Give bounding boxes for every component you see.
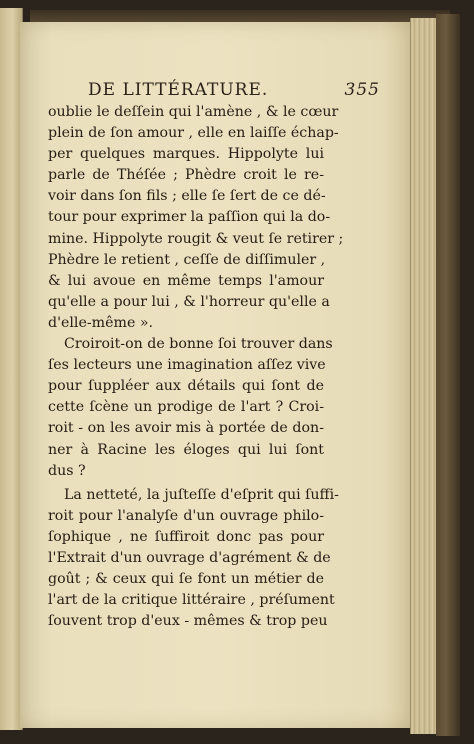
text-line: ner à Racine les éloges qui lui ſont [48, 441, 324, 458]
text-line: oublie le deſſein qui l'amène , & le cœur [48, 104, 339, 120]
paragraph-start: La netteté, la juſteſſe d'eſprit qui ſuffi- [64, 486, 339, 503]
text-line: ſes lecteurs une imagination aſſez vive [48, 357, 326, 374]
text-line: parle de Théſée ; Phèdre croit le re- [48, 167, 324, 184]
text-line: dus ? [48, 462, 86, 479]
text-line: mine. Hippolyte rougit & veut ſe retirer ; [48, 230, 344, 247]
text-line: plein de ſon amour , elle en laiſſe échap- [48, 125, 339, 142]
page-edges [410, 18, 437, 734]
text-line: roit pour l'analyſe d'un ouvrage philo- [48, 507, 324, 524]
body-text [48, 102, 344, 632]
text-line: l'Extrait d'un ouvrage d'agrément & de [48, 549, 331, 566]
text-line: l'art de la critique littéraire , préſument [48, 592, 335, 609]
text-line: ſophique , ne ſuffiroit donc pas pour [48, 528, 324, 545]
text-line: tour pour exprimer la paſſion qui la do- [48, 209, 331, 226]
text-line: & lui avoue en même temps l'amour [48, 272, 324, 289]
text-line: per quelques marques. Hippolyte lui [48, 146, 324, 163]
page-number: 355 [344, 80, 380, 100]
text-line: pour ſuppléer aux détails qui ſont de [48, 378, 324, 395]
text-line: d'elle-même ». [48, 314, 154, 331]
text-line: ſouvent trop d'eux - mêmes & trop peu [48, 613, 328, 630]
paragraph-start: Croiroit-on de bonne ſoi trouver dans [64, 336, 333, 353]
text-line: roit - on les avoir mis à portée de don- [48, 420, 324, 437]
text-line: voir dans ſon fils ; elle ſe ſert de ce dé- [48, 188, 326, 205]
running-header [88, 80, 380, 104]
text-line: cette ſcène un prodige de l'art ? Croi- [48, 399, 324, 416]
book-cover [436, 14, 460, 736]
text-line: goût ; & ceux qui ſe font un métier de [48, 571, 324, 588]
text-line: qu'elle a pour lui , & l'horreur qu'elle a [48, 293, 330, 310]
text-line: Phèdre le retient , ceſſe de diſſimuler , [48, 251, 326, 268]
running-title: DE LITTÉRATURE. [88, 80, 269, 100]
